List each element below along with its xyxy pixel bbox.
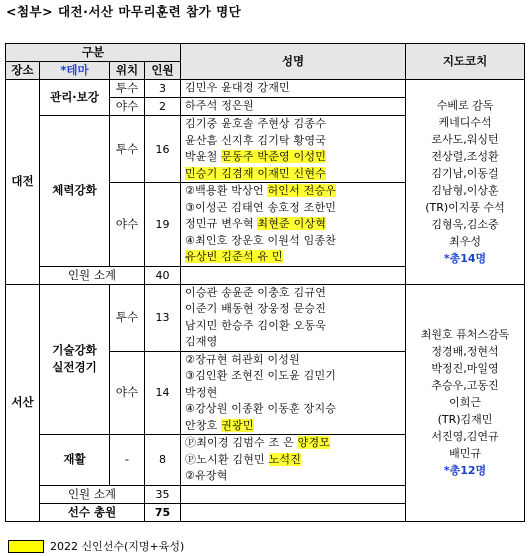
coach-name: (TR)이지풍 수석 [425, 200, 505, 214]
subtotal-label-seosan: 인원 소계 [40, 485, 145, 503]
coach-name: 배민규 [449, 447, 481, 460]
position-cell: 야수 [110, 98, 145, 116]
theme-skill-line-2: 실전경기 [52, 360, 97, 375]
name-line [185, 80, 405, 97]
name-line [185, 133, 405, 150]
rookie-names: 전승우 [303, 184, 337, 197]
coach-name: 서진영,김연규 [431, 430, 499, 443]
subtotal-label-daejeon: 인원 소계 [40, 266, 145, 284]
subtotal-empty [181, 485, 406, 503]
player-names: 하주석 정은원 [185, 99, 254, 113]
coach-name: 김형욱,김소중 [431, 217, 499, 231]
name-line [185, 149, 405, 166]
subtotal-seosan: 35 [145, 485, 181, 503]
rookie-names: 문동주 박준영 이성민 [221, 150, 327, 163]
count-cell: 2 [145, 98, 181, 116]
rookie-names: 권광민 [221, 418, 254, 432]
count-cell: 3 [145, 80, 181, 98]
name-line [185, 435, 405, 452]
names-cell [181, 435, 406, 486]
name-line [185, 116, 405, 133]
coach-name: 최우성 [449, 234, 481, 248]
rookie-names: 유상빈 김준석 유 민 [185, 250, 283, 263]
player-names: ③김인환 조현진 이도윤 김민기 [185, 369, 337, 382]
player-names: 윤산흠 신지후 김기탁 황영국 [185, 133, 327, 147]
header-position: 위치 [110, 62, 145, 80]
player-names: 김기중 윤호솔 주현상 김종수 [185, 117, 327, 130]
camp-daejeon: 대전 [6, 80, 40, 285]
subtotal-daejeon: 40 [145, 266, 181, 284]
header-count: 인원 [145, 62, 181, 80]
name-line [185, 468, 405, 485]
coach-total-seosan: *총12명 [443, 464, 487, 477]
player-names: 박윤철 [185, 150, 222, 163]
player-names: Ⓟ노시환 김현민 [185, 452, 269, 466]
theme-fitness: 체력강화 [40, 116, 110, 267]
theme-skill [40, 284, 110, 435]
player-names: 이준기 배동현 장웅정 문승진 [185, 302, 327, 315]
total-value: 75 [145, 503, 181, 521]
coach-list-daejeon [406, 80, 525, 285]
coach-name: 수베로 감독 [436, 98, 494, 112]
page-title: <첨부> 대전·서산 마무리훈련 참가 명단 [6, 4, 242, 19]
coach-list-seosan [406, 284, 525, 521]
rookie-names: 노석진 [268, 452, 302, 466]
coach-name: 김기남,이동걸 [431, 166, 499, 180]
name-line [185, 183, 405, 200]
rookie-names: 민승기 김겸재 이재민 신현수 [185, 166, 327, 180]
position-cell: 투수 [110, 80, 145, 98]
count-cell: 16 [145, 116, 181, 183]
name-line [185, 200, 405, 217]
player-names: ②장규현 허관회 이성원 [185, 352, 300, 366]
rookie-names: 허인서 [267, 184, 304, 197]
total-label: 선수 총원 [40, 503, 145, 521]
name-line [185, 401, 405, 418]
coach-name: 이희근 [449, 396, 481, 409]
names-cell [181, 80, 406, 98]
player-names: 김재영 [185, 335, 218, 348]
names-cell [181, 183, 406, 267]
name-line [185, 249, 405, 266]
rookie-names: 양경모 [297, 436, 331, 449]
names-cell [181, 98, 406, 116]
count-cell: 8 [145, 435, 181, 486]
name-line [185, 285, 405, 302]
coach-name: 박정진,마일영 [431, 362, 499, 375]
header-gubun: 구분 [6, 44, 181, 62]
header-theme [40, 62, 110, 80]
player-names: ②유장혁 [185, 469, 228, 482]
name-line [185, 452, 405, 469]
name-line [185, 301, 405, 318]
name-line [185, 216, 405, 233]
position-cell: - [110, 435, 145, 486]
coach-name: (TR)김재민 [437, 413, 493, 426]
coach-name: 추승우,고동진 [431, 379, 499, 392]
rookie-names: 최현준 이상혁 [257, 217, 327, 230]
coach-name: 케네디수석 [438, 115, 492, 129]
theme-management: 관리·보강 [40, 80, 110, 116]
theme-skill-line-1: 기술강화 [52, 343, 97, 358]
count-cell: 19 [145, 183, 181, 267]
player-names: 이승관 송윤준 이충호 김규연 [185, 285, 327, 299]
names-cell [181, 116, 406, 183]
player-names: Ⓟ최이경 김범수 조 은 [185, 436, 298, 449]
name-line [185, 318, 405, 335]
camp-seosan: 서산 [6, 284, 40, 521]
player-names: 김민우 윤대경 강재민 [185, 81, 290, 95]
names-cell [181, 351, 406, 435]
coach-name: 김남형,이상훈 [431, 183, 499, 197]
player-names: 안창호 [185, 418, 222, 432]
header-camp: 장소 [6, 62, 40, 80]
names-cell [181, 284, 406, 351]
legend-label: 2022 신인선수(지명+육성) [50, 540, 185, 553]
name-line [185, 418, 405, 435]
coach-name: 최원호 퓨처스감독 [420, 328, 510, 341]
subtotal-empty [181, 266, 406, 284]
header-roster: 성명 [181, 44, 406, 80]
player-names: 정민규 변우혁 [185, 217, 258, 230]
count-cell: 14 [145, 351, 181, 435]
position-cell: 야수 [110, 351, 145, 435]
header-coach: 지도코치 [406, 44, 525, 80]
coach-name: 정경배,정현석 [431, 345, 499, 358]
player-names: ③이성곤 김태연 송호정 조한민 [185, 200, 337, 214]
player-names: ④최인호 장운호 이원석 임종찬 [185, 233, 337, 247]
roster-table [5, 43, 525, 522]
name-line [185, 334, 405, 351]
position-cell: 투수 [110, 116, 145, 183]
coach-name: 전상렬,조성환 [431, 149, 499, 163]
player-names: ②백용환 박상언 [185, 184, 268, 197]
name-line [185, 233, 405, 250]
position-cell: 야수 [110, 183, 145, 267]
count-cell: 13 [145, 284, 181, 351]
name-line [185, 368, 405, 385]
name-line [185, 352, 405, 369]
position-cell: 투수 [110, 284, 145, 351]
player-names: ④강상원 이종환 이동훈 장지승 [185, 402, 337, 415]
player-names: 남지민 한승주 김이환 오동욱 [185, 318, 327, 332]
header-theme-label: *테마 [60, 63, 89, 77]
name-line [185, 166, 405, 183]
name-line [185, 98, 405, 115]
total-empty [181, 503, 406, 521]
coach-total-daejeon: *총14명 [443, 251, 487, 265]
player-names: 박정현 [185, 385, 218, 399]
legend [8, 538, 184, 554]
coach-name: 로사도,워싱턴 [431, 132, 499, 146]
name-line [185, 385, 405, 402]
theme-rehab: 재활 [40, 435, 110, 486]
legend-swatch [8, 540, 44, 553]
